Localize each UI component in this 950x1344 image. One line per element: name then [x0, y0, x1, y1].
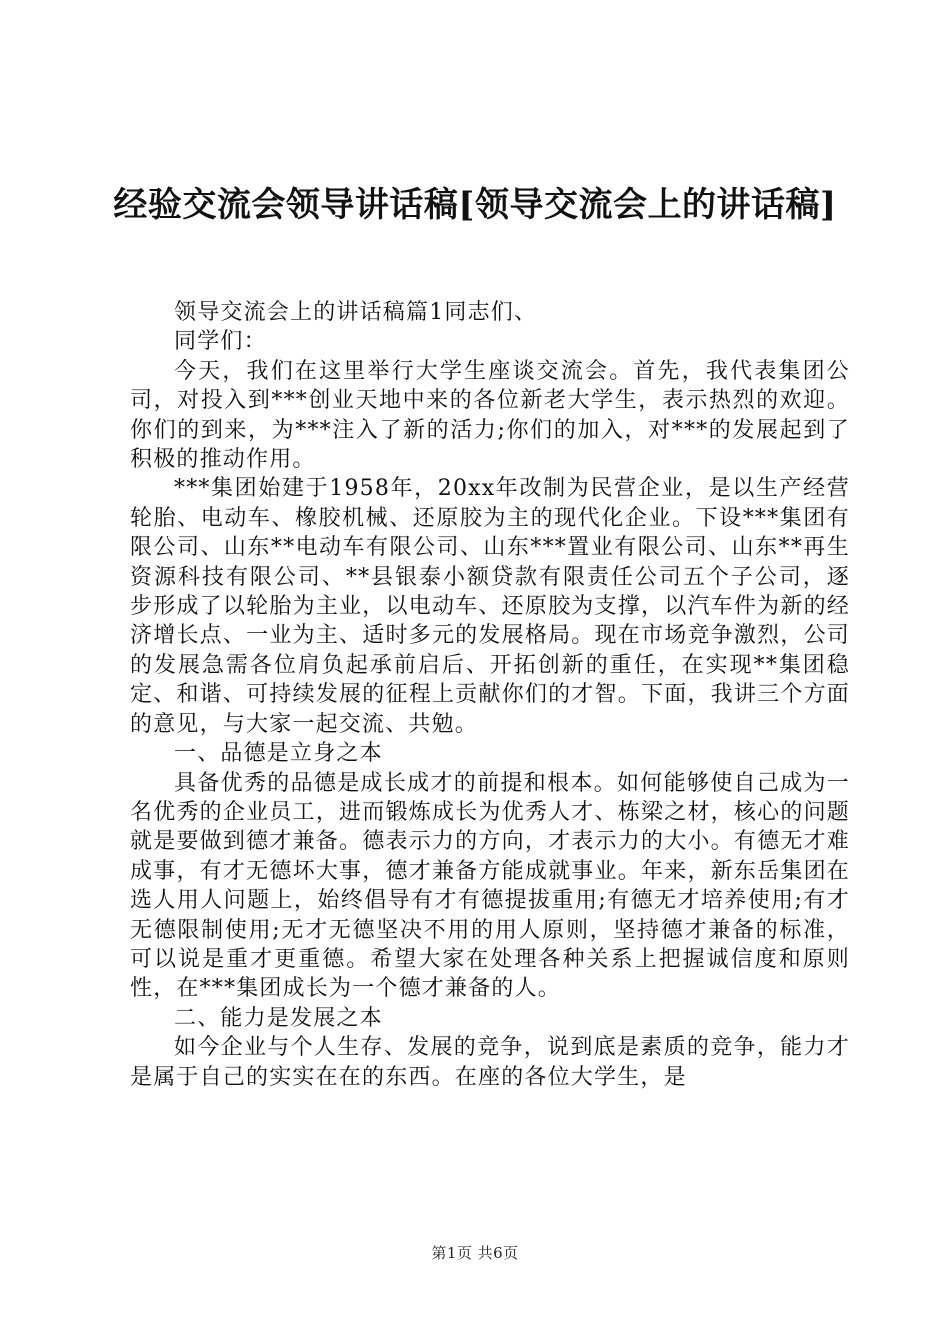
document-body [130, 298, 850, 1092]
paragraph-salutation: 同学们： [174, 329, 267, 355]
paragraph-welcome: 今天，我们在这里举行大学生座谈交流会。首先，我代表集团公司，对投入到***创业天地中来的各位新老大学生，表示热烈的欢迎。你们的到来，为***注入了新的活力;你们的加入，对***的发展起到了积极的推动作用。 [130, 358, 850, 473]
section-heading-morality: 一、品德是立身之本 [174, 741, 383, 767]
paragraph-morality: 具备优秀的品德是成长成才的前提和根本。如何能够使自己成为一名优秀的企业员工，进而锻炼成长为优秀人才、栋梁之材，核心的问题就是要做到德才兼备。德表示力的方向，才表示力的大小。有德无才难成事，有才无德坏大事，德才兼备方能成就事业。年来，新东岳集团在选人用人问题上，始终倡导有才有德提拔重用;有德无才培养使用;有才无德限制使用;无才无德坚决不用的用人原则，坚持德才兼备的标准，可以说是重才更重德。希望大家在处理各种关系上把握诚信度和原则性，在***集团成长为一个德才兼备的人。 [130, 770, 850, 1002]
page-number-footer: 第1页 共6页 [431, 1244, 519, 1262]
section-heading-ability: 二、能力是发展之本 [174, 1005, 383, 1031]
paragraph-greeting: 领导交流会上的讲话稿篇1同志们、 [174, 300, 538, 325]
paragraph-ability: 如今企业与个人生存、发展的竞争，说到底是素质的竞争，能力才是属于自己的实实在在的东西。在座的各位大学生，是 [130, 1035, 850, 1090]
document-title: 经验交流会领导讲话稿[领导交流会上的讲话稿] [113, 185, 837, 225]
paragraph-company-intro: ***集团始建于1958年，20xx年改制为民营企业，是以生产经营轮胎、电动车、橡胶机械、还原胶为主的现代化企业。下设***集团有限公司、山东**电动车有限公司、山东***置业有限公司、山东**再生资源科技有限公司、**县银泰小额贷款有限责任公司五个子公司，逐步形成了以轮胎为主业，以电动车、还原胶为支撑，以汽车件为新的经济增长点、一业为主、适时多元的发展格局。现在市场竞争激烈，公司的发展急需各位肩负起承前启后、开拓创新的重任，在实现**集团稳定、和谐、可持续发展的征程上贡献你们的才智。下面，我讲三个方面的意见，与大家一起交流、共勉。 [130, 476, 850, 737]
